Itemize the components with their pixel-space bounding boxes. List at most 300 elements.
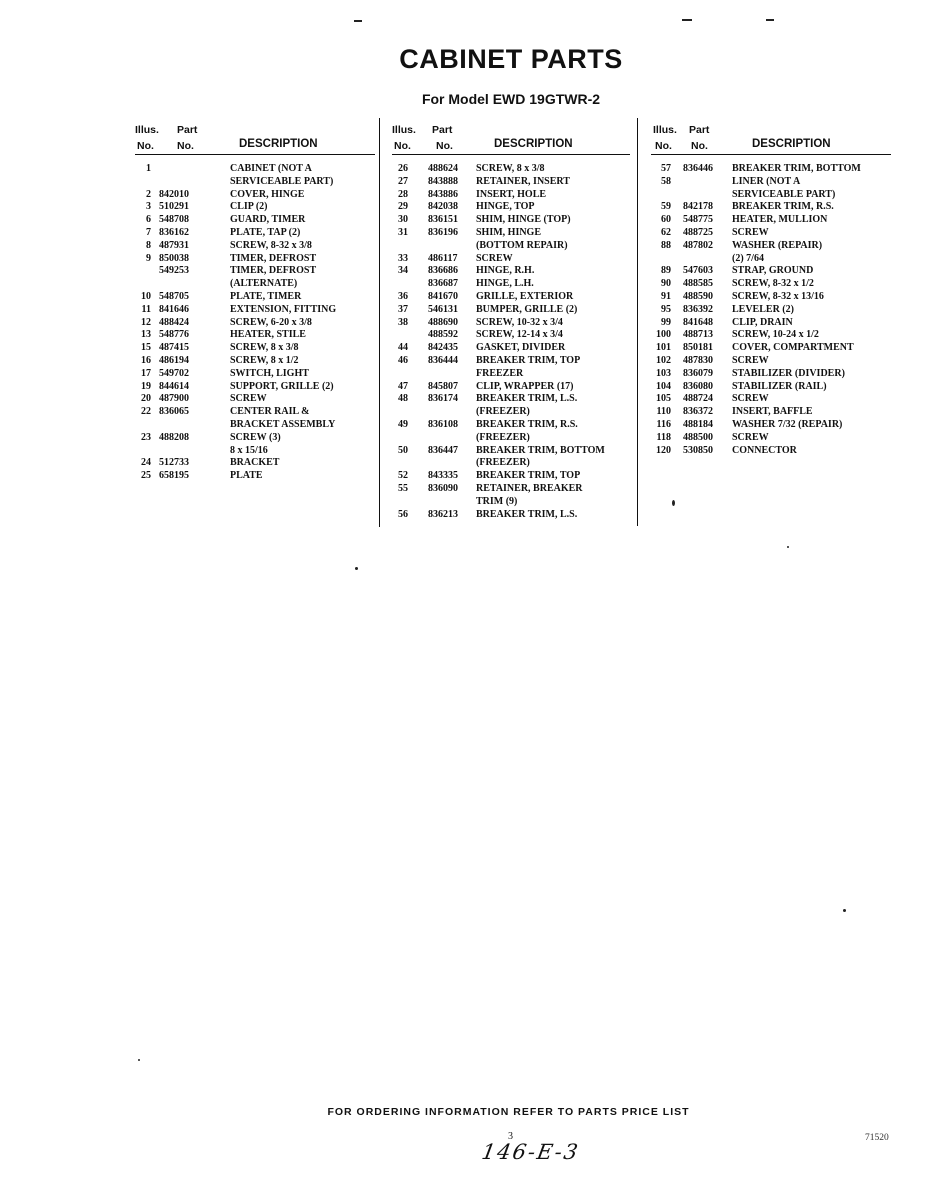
part-description: STABILIZER (RAIL) xyxy=(732,380,827,392)
part-number: 488713 xyxy=(683,329,713,341)
page-number: 3 xyxy=(508,1131,513,1142)
part-number: 488585 xyxy=(683,278,713,290)
illus-number: 9 xyxy=(146,252,151,264)
parts-row xyxy=(651,419,891,432)
part-number: 488424 xyxy=(159,316,189,328)
illus-number: 48 xyxy=(398,393,408,405)
illus-number: 15 xyxy=(141,342,151,354)
part-description: LEVELER (2) xyxy=(732,303,794,315)
parts-row xyxy=(135,189,375,202)
header-rule xyxy=(651,154,891,155)
parts-row xyxy=(392,368,630,381)
parts-row xyxy=(392,496,630,509)
parts-row xyxy=(392,381,630,394)
part-description: BREAKER TRIM, L.S. xyxy=(476,508,578,520)
part-number: 844614 xyxy=(159,380,189,392)
part-description: BREAKER TRIM, R.S. xyxy=(732,201,834,213)
part-description: TIMER, DEFROST xyxy=(230,252,317,264)
part-description: TIMER, DEFROST xyxy=(230,265,317,277)
parts-row xyxy=(651,201,891,214)
scan-speck xyxy=(354,20,362,22)
illus-number: 105 xyxy=(656,393,671,405)
illus-number: 17 xyxy=(141,367,151,379)
part-number: 836196 xyxy=(428,226,458,238)
part-number: 487830 xyxy=(683,354,713,366)
part-description: TRIM (9) xyxy=(476,495,518,507)
scan-speck xyxy=(766,19,774,21)
parts-row xyxy=(135,342,375,355)
header-rule xyxy=(135,154,375,155)
part-description: (ALTERNATE) xyxy=(230,278,298,290)
parts-row xyxy=(135,278,375,291)
part-number: 843335 xyxy=(428,470,458,482)
parts-row xyxy=(392,342,630,355)
column-header xyxy=(392,121,630,155)
part-description: PLATE, TIMER xyxy=(230,290,302,302)
part-description: SCREW, 8-32 x 3/8 xyxy=(230,239,312,251)
illus-number: 60 xyxy=(661,214,671,226)
illus-number: 22 xyxy=(141,406,151,418)
illus-number: 47 xyxy=(398,380,408,392)
illus-number: 36 xyxy=(398,290,408,302)
parts-row xyxy=(392,317,630,330)
parts-row xyxy=(651,393,891,406)
part-number: 487415 xyxy=(159,342,189,354)
parts-row xyxy=(135,457,375,470)
illus-number: 24 xyxy=(141,457,151,469)
illus-number: 50 xyxy=(398,444,408,456)
parts-row xyxy=(392,291,630,304)
illus-number: 91 xyxy=(661,290,671,302)
parts-row xyxy=(651,189,891,202)
illus-number: 8 xyxy=(146,239,151,251)
part-description: SCREW, 8-32 x 1/2 xyxy=(732,278,814,290)
parts-row xyxy=(135,214,375,227)
parts-column-1 xyxy=(135,121,375,483)
part-description: STABILIZER (DIVIDER) xyxy=(732,367,845,379)
parts-row xyxy=(135,291,375,304)
parts-row xyxy=(135,445,375,458)
part-description: 8 x 15/16 xyxy=(230,444,268,456)
parts-row xyxy=(135,432,375,445)
parts-row xyxy=(651,240,891,253)
parts-row xyxy=(651,445,891,458)
part-number: 836687 xyxy=(428,278,458,290)
illus-number: 46 xyxy=(398,354,408,366)
illus-number: 30 xyxy=(398,214,408,226)
part-number: 841670 xyxy=(428,290,458,302)
part-description: SHIM, HINGE (TOP) xyxy=(476,214,571,226)
parts-row xyxy=(651,304,891,317)
parts-row xyxy=(392,240,630,253)
illus-number: 33 xyxy=(398,252,408,264)
part-description: (FREEZER) xyxy=(476,457,530,469)
part-description: PLATE xyxy=(230,470,263,482)
part-description: HEATER, MULLION xyxy=(732,214,828,226)
part-number: 842038 xyxy=(428,201,458,213)
part-number: 836080 xyxy=(683,380,713,392)
part-number: 546131 xyxy=(428,303,458,315)
parts-row xyxy=(392,432,630,445)
illus-number: 44 xyxy=(398,342,408,354)
column-divider xyxy=(379,118,380,527)
part-number: 549253 xyxy=(159,265,189,277)
part-description: SCREW xyxy=(732,393,769,405)
parts-row xyxy=(135,240,375,253)
illus-number: 23 xyxy=(141,431,151,443)
parts-row xyxy=(135,419,375,432)
part-description: SERVICEABLE PART) xyxy=(732,188,836,200)
part-description: GRILLE, EXTERIOR xyxy=(476,290,574,302)
parts-row xyxy=(651,329,891,342)
parts-row xyxy=(651,163,891,176)
parts-row xyxy=(392,483,630,496)
column-header xyxy=(135,121,375,155)
illus-number: 2 xyxy=(146,188,151,200)
illus-number: 1 xyxy=(146,163,151,174)
part-number: 842178 xyxy=(683,201,713,213)
parts-rows xyxy=(392,163,630,521)
part-number: 843888 xyxy=(428,175,458,187)
illus-number: 102 xyxy=(656,354,671,366)
part-description: CLIP (2) xyxy=(230,201,268,213)
illus-number: 13 xyxy=(141,329,151,341)
illus-number: 95 xyxy=(661,303,671,315)
part-number: 841648 xyxy=(683,316,713,328)
description-header: DESCRIPTION xyxy=(239,138,318,150)
part-description: SWITCH, LIGHT xyxy=(230,367,309,379)
part-description: BUMPER, GRILLE (2) xyxy=(476,303,578,315)
illus-number: 37 xyxy=(398,303,408,315)
part-number: 850038 xyxy=(159,252,189,264)
parts-row xyxy=(651,368,891,381)
parts-row xyxy=(392,265,630,278)
part-number: 488208 xyxy=(159,431,189,443)
part-number: 547603 xyxy=(683,265,713,277)
parts-row xyxy=(135,317,375,330)
illus-number: 59 xyxy=(661,201,671,213)
handwritten-note: 146-E-3 xyxy=(479,1140,582,1164)
illus-number: 104 xyxy=(656,380,671,392)
part-number: 836108 xyxy=(428,418,458,430)
part-number: 548775 xyxy=(683,214,713,226)
parts-row xyxy=(392,253,630,266)
part-description: WASHER 7/32 (REPAIR) xyxy=(732,418,843,430)
part-description: (BOTTOM REPAIR) xyxy=(476,239,568,251)
part-description: PLATE, TAP (2) xyxy=(230,226,301,238)
part-description: SHIM, HINGE xyxy=(476,226,542,238)
illus-number: 56 xyxy=(398,508,408,520)
part-description: HINGE, R.H. xyxy=(476,265,535,277)
part-number: 836213 xyxy=(428,508,458,520)
illus-number: 19 xyxy=(141,380,151,392)
illus-number: 49 xyxy=(398,418,408,430)
part-number: 530850 xyxy=(683,444,713,456)
illus-number: 118 xyxy=(656,431,671,443)
part-description: SCREW, 10-24 x 1/2 xyxy=(732,329,819,341)
part-description: SCREW (3) xyxy=(230,431,281,443)
part-description: STRAP, GROUND xyxy=(732,265,814,277)
description-header: DESCRIPTION xyxy=(494,138,573,150)
header-rule xyxy=(392,154,630,155)
scan-speck xyxy=(355,567,358,570)
parts-row xyxy=(651,227,891,240)
parts-row xyxy=(135,381,375,394)
parts-row xyxy=(651,278,891,291)
parts-row xyxy=(651,291,891,304)
parts-row xyxy=(392,278,630,291)
part-description: COVER, HINGE xyxy=(230,188,305,200)
part-description: SCREW xyxy=(732,431,769,443)
parts-row xyxy=(135,163,375,176)
part-description: SCREW, 8 x 3/8 xyxy=(230,342,299,354)
illus-header: Illus. xyxy=(392,124,416,136)
illus-number: 29 xyxy=(398,201,408,213)
illus-number: 31 xyxy=(398,226,408,238)
part-number: 836065 xyxy=(159,406,189,418)
part-no-header: No. xyxy=(177,140,194,152)
part-description: SCREW, 12-14 x 3/4 xyxy=(476,329,563,341)
part-number: 843886 xyxy=(428,188,458,200)
part-number: 841646 xyxy=(159,303,189,315)
part-number: 512733 xyxy=(159,457,189,469)
part-description: WASHER (REPAIR) xyxy=(732,239,823,251)
illus-number: 58 xyxy=(661,175,671,187)
part-description: (2) 7/64 xyxy=(732,252,764,264)
parts-row xyxy=(651,253,891,266)
parts-row xyxy=(135,329,375,342)
illus-number: 11 xyxy=(141,303,151,315)
part-description: GASKET, DIVIDER xyxy=(476,342,566,354)
illus-number: 90 xyxy=(661,278,671,290)
parts-row xyxy=(135,368,375,381)
parts-row xyxy=(392,419,630,432)
illus-no-header: No. xyxy=(394,140,411,152)
part-number: 842010 xyxy=(159,188,189,200)
part-number: 487931 xyxy=(159,239,189,251)
parts-row xyxy=(135,227,375,240)
parts-row xyxy=(392,176,630,189)
part-description: CENTER RAIL & xyxy=(230,406,310,418)
part-number: 836162 xyxy=(159,226,189,238)
illus-number: 16 xyxy=(141,354,151,366)
illus-number: 62 xyxy=(661,226,671,238)
part-description: SERVICEABLE PART) xyxy=(230,175,334,187)
parts-row xyxy=(135,355,375,368)
parts-row xyxy=(392,227,630,240)
part-description: BRACKET ASSEMBLY xyxy=(230,418,336,430)
illus-number: 34 xyxy=(398,265,408,277)
part-number: 487802 xyxy=(683,239,713,251)
illus-number: 116 xyxy=(656,418,671,430)
part-description: BREAKER TRIM, BOTTOM xyxy=(476,444,605,456)
part-number: 836372 xyxy=(683,406,713,418)
parts-row xyxy=(135,393,375,406)
part-number: 486194 xyxy=(159,354,189,366)
part-description: BRACKET xyxy=(230,457,280,469)
part-number: 488590 xyxy=(683,290,713,302)
document-code: 71520 xyxy=(865,1133,889,1143)
parts-row xyxy=(135,253,375,266)
part-description: SCREW xyxy=(732,354,769,366)
illus-number: 110 xyxy=(656,406,671,418)
illus-number: 10 xyxy=(141,290,151,302)
parts-column-3 xyxy=(651,121,891,457)
parts-row xyxy=(651,214,891,227)
illus-number: 88 xyxy=(661,239,671,251)
parts-rows xyxy=(135,163,375,483)
illus-header: Illus. xyxy=(135,124,159,136)
part-number: 488725 xyxy=(683,226,713,238)
part-description: SCREW, 8 x 3/8 xyxy=(476,163,545,174)
part-number: 658195 xyxy=(159,470,189,482)
part-header: Part xyxy=(177,124,198,136)
part-number: 845807 xyxy=(428,380,458,392)
illus-number: 3 xyxy=(146,201,151,213)
part-description: SCREW, 6-20 x 3/8 xyxy=(230,316,312,328)
part-description: FREEZER xyxy=(476,367,524,379)
part-number: 850181 xyxy=(683,342,713,354)
parts-row xyxy=(651,406,891,419)
illus-number: 99 xyxy=(661,316,671,328)
part-description: HINGE, TOP xyxy=(476,201,535,213)
part-description: SCREW, 10-32 x 3/4 xyxy=(476,316,563,328)
column-divider xyxy=(637,118,638,526)
illus-number: 89 xyxy=(661,265,671,277)
parts-rows xyxy=(651,163,891,457)
part-number: 836444 xyxy=(428,354,458,366)
parts-row xyxy=(135,265,375,278)
parts-row xyxy=(392,355,630,368)
part-number: 836151 xyxy=(428,214,458,226)
part-description: BREAKER TRIM, TOP xyxy=(476,354,581,366)
parts-row xyxy=(135,406,375,419)
part-description: (FREEZER) xyxy=(476,406,530,418)
illus-number: 12 xyxy=(141,316,151,328)
part-number: 548776 xyxy=(159,329,189,341)
part-number: 842435 xyxy=(428,342,458,354)
parts-row xyxy=(392,163,630,176)
parts-column-2 xyxy=(392,121,630,521)
part-description: SCREW xyxy=(476,252,513,264)
parts-row xyxy=(392,470,630,483)
parts-row xyxy=(392,457,630,470)
parts-row xyxy=(392,406,630,419)
parts-row xyxy=(392,214,630,227)
part-description: SCREW, 8 x 1/2 xyxy=(230,354,299,366)
scan-speck xyxy=(672,500,675,506)
part-description: BREAKER TRIM, L.S. xyxy=(476,393,578,405)
parts-row xyxy=(135,176,375,189)
part-description: HEATER, STILE xyxy=(230,329,306,341)
illus-number: 55 xyxy=(398,482,408,494)
part-description: RETAINER, INSERT xyxy=(476,175,570,187)
part-number: 836447 xyxy=(428,444,458,456)
part-description: INSERT, BAFFLE xyxy=(732,406,813,418)
part-header: Part xyxy=(432,124,453,136)
part-description: CONNECTOR xyxy=(732,444,797,456)
illus-number: 6 xyxy=(146,214,151,226)
part-description: SCREW xyxy=(732,226,769,238)
illus-number: 100 xyxy=(656,329,671,341)
illus-number: 7 xyxy=(146,226,151,238)
illus-number: 25 xyxy=(141,470,151,482)
part-description: COVER, COMPARTMENT xyxy=(732,342,854,354)
part-description: LINER (NOT A xyxy=(732,175,801,187)
parts-row xyxy=(651,432,891,445)
part-number: 488184 xyxy=(683,418,713,430)
part-description: CLIP, WRAPPER (17) xyxy=(476,380,574,392)
part-number: 548708 xyxy=(159,214,189,226)
parts-row xyxy=(651,265,891,278)
illus-header: Illus. xyxy=(653,124,677,136)
parts-row xyxy=(392,304,630,317)
illus-number: 27 xyxy=(398,175,408,187)
ordering-footer: FOR ORDERING INFORMATION REFER TO PARTS PRICE LIST xyxy=(327,1106,690,1118)
scan-speck xyxy=(787,546,789,548)
part-number: 487900 xyxy=(159,393,189,405)
parts-row xyxy=(135,201,375,214)
part-number: 836079 xyxy=(683,367,713,379)
page-title: CABINET PARTS xyxy=(399,44,623,74)
part-number: 488500 xyxy=(683,431,713,443)
part-description: BREAKER TRIM, R.S. xyxy=(476,418,578,430)
part-no-header: No. xyxy=(691,140,708,152)
illus-number: 20 xyxy=(141,393,151,405)
scan-speck xyxy=(682,19,692,21)
illus-no-header: No. xyxy=(655,140,672,152)
part-description: BREAKER TRIM, TOP xyxy=(476,470,581,482)
part-description: INSERT, HOLE xyxy=(476,188,547,200)
part-number: 488690 xyxy=(428,316,458,328)
part-number: 548705 xyxy=(159,290,189,302)
illus-number: 38 xyxy=(398,316,408,328)
description-header: DESCRIPTION xyxy=(752,138,831,150)
illus-number: 28 xyxy=(398,188,408,200)
parts-row xyxy=(392,201,630,214)
part-number: 836090 xyxy=(428,482,458,494)
part-description: HINGE, L.H. xyxy=(476,278,534,290)
parts-row xyxy=(651,342,891,355)
illus-no-header: No. xyxy=(137,140,154,152)
part-description: SCREW xyxy=(230,393,267,405)
column-header xyxy=(651,121,891,155)
parts-row xyxy=(651,317,891,330)
parts-row xyxy=(135,304,375,317)
illus-number: 57 xyxy=(661,163,671,174)
part-number: 836174 xyxy=(428,393,458,405)
model-subtitle: For Model EWD 19GTWR-2 xyxy=(421,91,601,107)
part-description: RETAINER, BREAKER xyxy=(476,482,583,494)
illus-number: 52 xyxy=(398,470,408,482)
part-description: EXTENSION, FITTING xyxy=(230,303,337,315)
scan-speck xyxy=(138,1059,140,1061)
part-number: 488592 xyxy=(428,329,458,341)
scan-speck xyxy=(843,909,846,912)
part-description: GUARD, TIMER xyxy=(230,214,306,226)
part-description: (FREEZER) xyxy=(476,431,530,443)
part-number: 836686 xyxy=(428,265,458,277)
part-number: 488724 xyxy=(683,393,713,405)
part-no-header: No. xyxy=(436,140,453,152)
part-number: 486117 xyxy=(428,252,458,264)
parts-row xyxy=(651,176,891,189)
parts-row xyxy=(392,509,630,522)
part-number: 836446 xyxy=(683,163,713,174)
part-description: SUPPORT, GRILLE (2) xyxy=(230,380,334,392)
part-number: 836392 xyxy=(683,303,713,315)
parts-row xyxy=(392,393,630,406)
